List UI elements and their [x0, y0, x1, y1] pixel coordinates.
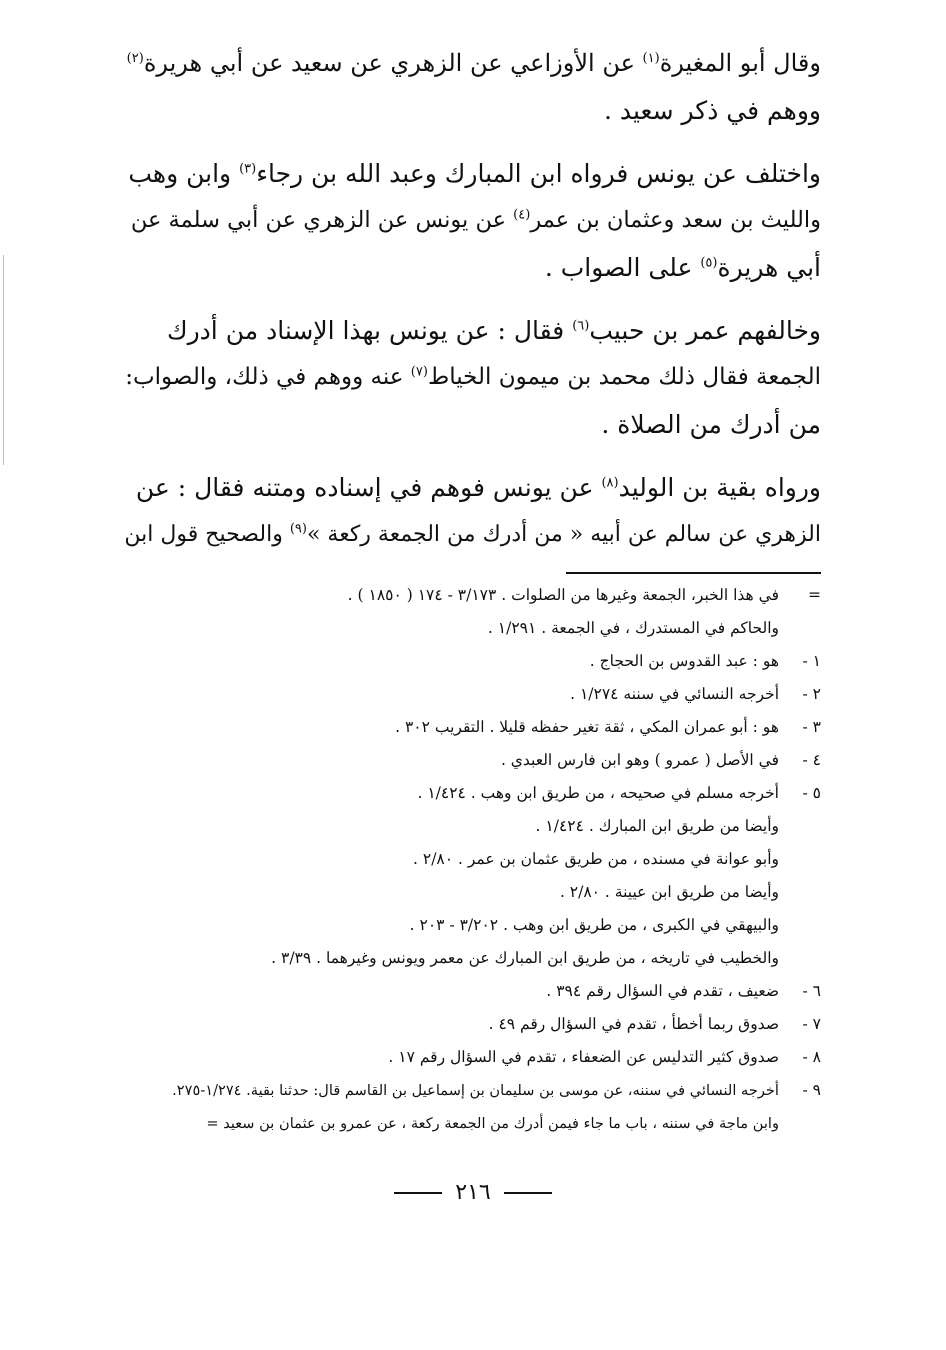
text-segment: الزهري عن سالم عن أبيه « من أدرك من الجمعة ركعة » [306, 522, 821, 547]
text-line [121, 150, 821, 197]
footnote-item [111, 1074, 821, 1107]
footnote-item [111, 579, 821, 612]
page-number-footer [0, 1180, 946, 1205]
footnote-text: أخرجه النسائي في سننه، عن موسى بن سليمان بن إسماعيل بن القاسم قال: حدثنا بقية. ١/٢٧٤-٢٧٥. [172, 1082, 779, 1099]
footnote-number: ٤ - [802, 751, 821, 769]
text-segment: فقال : عن يونس بهذا الإسناد من أدرك [167, 316, 573, 345]
footnote-text: هو : أبو عمران المكي ، ثقة تغير حفظه قليلا . التقريب ٣٠٢ . [395, 718, 779, 736]
footnote-number: ٣ - [802, 718, 821, 736]
text-segment: ورواه بقية بن الوليد [618, 473, 821, 502]
footnote-text: أخرجه النسائي في سننه ١/٢٧٤ . [570, 685, 779, 703]
footnote-text: وأيضا من طريق ابن عيينة . ٢/٨٠ . [559, 883, 779, 901]
footnote-number: ٩ - [802, 1081, 821, 1099]
text-segment: وابن وهب [128, 159, 240, 188]
footnote-number: ٦ - [802, 982, 821, 1000]
text-segment: وخالفهم عمر بن حبيب [589, 316, 821, 345]
footnote-number: ٥ - [802, 784, 821, 802]
footnote-marker: (٤) [513, 207, 531, 223]
footnote-marker: (٢) [126, 51, 144, 66]
footnote-item [111, 678, 821, 711]
paragraph-1 [121, 40, 821, 134]
main-text-body [121, 40, 821, 574]
paragraph-4 [121, 464, 821, 558]
footnote-text: ضعيف ، تقدم في السؤال رقم ٣٩٤ . [546, 982, 779, 1000]
text-segment: والصحيح قول ابن [124, 522, 290, 547]
text-segment: ووهم في ذكر سعيد . [604, 96, 821, 125]
text-segment: عن يونس فوهم في إسناده ومتنه فقال : عن [135, 473, 602, 502]
scan-margin-mark [3, 255, 4, 465]
text-line [121, 464, 821, 511]
footnote-number: = [808, 586, 821, 604]
text-segment: الجمعة فقال ذلك محمد بن ميمون الخياط [427, 364, 821, 390]
footnote-text: في هذا الخبر، الجمعة وغيرها من الصلوات . ٣/١٧٣ - ١٧٤ ( ١٨٥٠ ) . [347, 586, 779, 604]
footnote-item [111, 1107, 821, 1140]
text-line [121, 354, 821, 401]
page-number-dash-right [504, 1192, 552, 1194]
text-line [121, 244, 821, 291]
footnote-number: ٧ - [802, 1015, 821, 1033]
footnote-marker: (٧) [410, 364, 428, 380]
footnote-item [111, 711, 821, 744]
text-segment: والليث بن سعد وعثمان بن عمر [530, 207, 821, 233]
text-line [121, 307, 821, 354]
footnote-text: والحاكم في المستدرك ، في الجمعة . ١/٢٩١ . [487, 619, 779, 637]
page-number: ٢١٦ [455, 1180, 491, 1205]
text-line [121, 87, 821, 134]
footnote-item [111, 810, 821, 843]
text-segment: أبي هريرة [717, 253, 821, 282]
footnote-item [111, 909, 821, 942]
footnote-item [111, 645, 821, 678]
footnote-item [111, 975, 821, 1008]
footnote-marker: (٨) [601, 475, 619, 491]
text-segment: من أدرك من الصلاة . [601, 410, 821, 439]
text-line [121, 511, 821, 558]
footnote-item [111, 876, 821, 909]
paragraph-3 [121, 307, 821, 448]
footnote-item [111, 744, 821, 777]
text-line [121, 40, 821, 87]
text-segment: وقال أبو المغيرة [659, 49, 821, 77]
paragraph-2 [121, 150, 821, 291]
footnote-item [111, 777, 821, 810]
footnote-text: أخرجه مسلم في صحيحه ، من طريق ابن وهب . ١/٤٢٤ . [417, 784, 779, 802]
footnote-item [111, 1008, 821, 1041]
footnote-number: ٨ - [802, 1048, 821, 1066]
text-segment: على الصواب . [544, 253, 701, 282]
text-segment: عن الأوزاعي عن الزهري عن سعيد عن أبي هريرة [143, 49, 643, 77]
footnote-marker: (٦) [572, 318, 590, 334]
text-segment: عن يونس عن الزهري عن أبي سلمة عن [130, 207, 514, 233]
text-line [121, 197, 821, 244]
footnote-text: وابن ماجة في سننه ، باب ما جاء فيمن أدرك من الجمعة ركعة ، عن عمرو بن عثمان بن سعيد = [206, 1115, 779, 1132]
page-number-dash-left [394, 1192, 442, 1194]
text-line [121, 401, 821, 448]
footnote-text: صدوق ربما أخطأ ، تقدم في السؤال رقم ٤٩ . [488, 1015, 779, 1033]
footnote-text: هو : عبد القدوس بن الحجاج . [589, 652, 779, 670]
footnote-marker: (٩) [289, 521, 307, 537]
text-segment: عنه ووهم في ذلك، والصواب: [125, 364, 411, 390]
footnote-item [111, 942, 821, 975]
footnote-text: صدوق كثير التدليس عن الضعفاء ، تقدم في السؤال رقم ١٧ . [388, 1048, 779, 1066]
footnote-item [111, 1041, 821, 1074]
footnote-number: ٢ - [802, 685, 821, 703]
footnote-text: وأبو عوانة في مسنده ، من طريق عثمان بن عمر . ٢/٨٠ . [413, 850, 779, 868]
footnote-text: والبيهقي في الكبرى ، من طريق ابن وهب . ٣/٢٠٢ - ٢٠٣ . [409, 916, 779, 934]
footnote-separator-rule [566, 572, 821, 574]
footnote-marker: (٥) [700, 255, 718, 271]
footnote-marker: (٣) [239, 161, 257, 177]
footnote-number: ١ - [802, 652, 821, 670]
text-segment: واختلف عن يونس فرواه ابن المبارك وعبد الله بن رجاء [256, 159, 821, 188]
footnote-text: وأيضا من طريق ابن المبارك . ١/٤٢٤ . [535, 817, 779, 835]
footnote-marker: (١) [642, 51, 660, 66]
footnote-text: والخطيب في تاريخه ، من طريق ابن المبارك عن معمر ويونس وغيرهما . ٣/٣٩ . [271, 949, 779, 967]
footnotes-section [111, 579, 821, 1140]
footnote-item [111, 612, 821, 645]
footnote-item [111, 843, 821, 876]
footnote-text: في الأصل ( عمرو ) وهو ابن فارس العبدي . [500, 751, 779, 769]
